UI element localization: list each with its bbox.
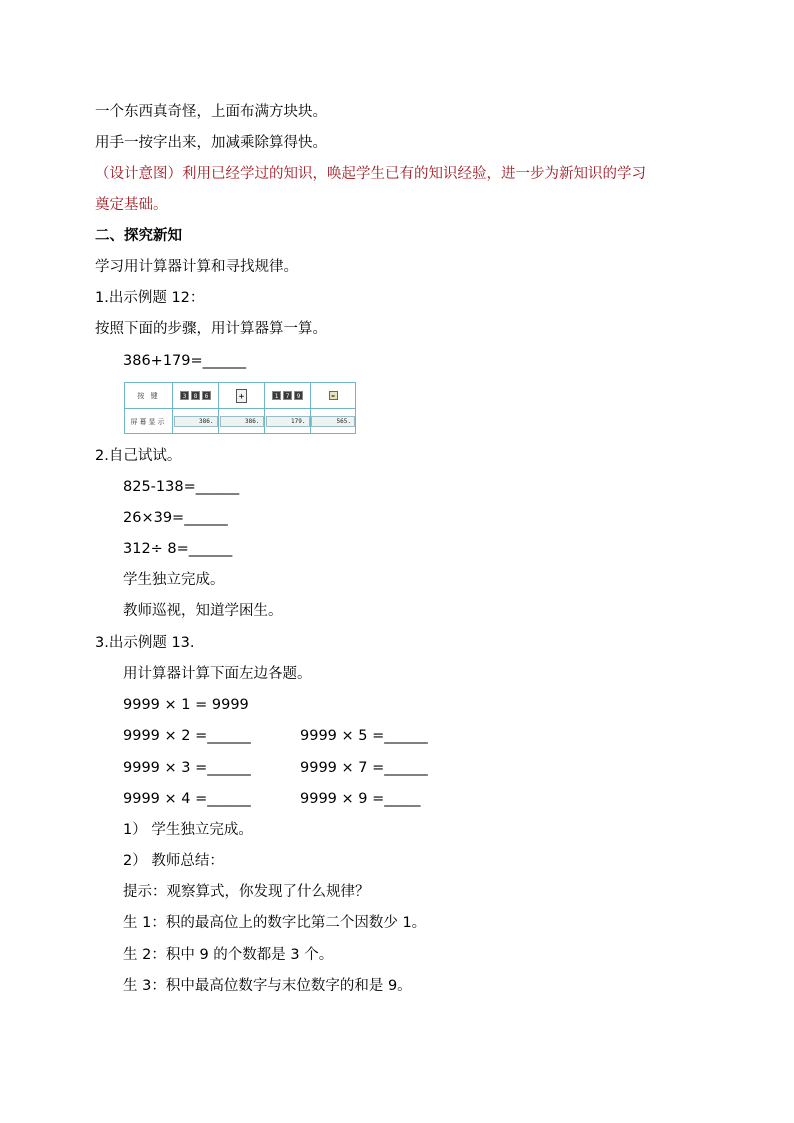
- multiplication-9999x7: 9999 × 7 =______: [300, 760, 428, 776]
- screen-cell-1: [173, 409, 219, 434]
- design-intent-line-2: 奠定基础。: [95, 197, 168, 213]
- student-independent-text: 学生独立完成。: [123, 572, 225, 588]
- key-equals-cell: [311, 383, 355, 408]
- calculator-screen: 565.: [311, 416, 355, 427]
- student-2-answer: 生 2：积中 9 的个数都是 3 个。: [123, 947, 334, 963]
- intro-text: 学习用计算器计算和寻找规律。: [95, 259, 298, 275]
- screen-cell-4: [311, 409, 355, 434]
- teacher-patrol-text: 教师巡视，知道学困生。: [123, 603, 283, 619]
- equals-key-icon: =: [329, 391, 338, 400]
- multiplication-row-1: 9999 × 1 = 9999: [123, 697, 249, 713]
- student-1-answer: 生 1：积的最高位上的数字比第二个因数少 1。: [123, 915, 427, 931]
- section-heading: 二、探究新知: [95, 228, 182, 244]
- screen-row: [125, 409, 355, 434]
- key-1-icon: 1: [272, 391, 281, 400]
- screen-cell-3: [265, 409, 311, 434]
- keys-179-cell: [265, 383, 311, 408]
- exercise-26x39: 26×39=______: [123, 510, 228, 526]
- multiplication-9999x2: 9999 × 2 =______: [123, 728, 251, 744]
- screen-row-label-cell: [125, 409, 173, 434]
- key-3-icon: 3: [180, 391, 189, 400]
- student-3-answer: 生 3：积中最高位数字与末位数字的和是 9。: [123, 978, 412, 994]
- step-2-text: 2） 教师总结：: [123, 853, 224, 869]
- key-row-label: 按 键: [137, 391, 160, 400]
- multiplication-9999x9: 9999 × 9 =_____: [300, 791, 421, 807]
- calculator-screen: 386.: [220, 416, 264, 427]
- riddle-line-1: 一个东西真奇怪，上面布满方块块。: [95, 104, 327, 120]
- key-9-icon: 9: [294, 391, 303, 400]
- steps-instruction: 按照下面的步骤，用计算器算一算。: [95, 321, 327, 337]
- calculator-screen: 179.: [266, 416, 310, 427]
- design-intent-line-1: （设计意图）利用已经学过的知识，唤起学生已有的知识经验，进一步为新知识的学习: [95, 166, 646, 182]
- step-1-text: 1） 学生独立完成。: [123, 822, 253, 838]
- plus-key-icon: +: [236, 389, 247, 403]
- calculator-key-table: [124, 382, 356, 434]
- key-6-icon: 6: [202, 391, 211, 400]
- screen-cell-2: [219, 409, 265, 434]
- example-12-heading: 1.出示例题 12：: [95, 290, 205, 306]
- screen-row-label: 屏幕显示: [130, 417, 167, 426]
- multiplication-9999x3: 9999 × 3 =______: [123, 760, 251, 776]
- key-row-label-cell: [125, 383, 173, 408]
- keys-386-cell: [173, 383, 219, 408]
- question-386-179: 386+179=______: [123, 353, 247, 369]
- exercise-825-138: 825-138=______: [123, 479, 240, 495]
- key-8-icon: 8: [191, 391, 200, 400]
- riddle-line-2: 用手一按字出来，加减乘除算得快。: [95, 135, 327, 151]
- hint-text: 提示：观察算式，你发现了什么规律？: [123, 884, 370, 900]
- example-13-heading: 3.出示例题 13.: [95, 635, 195, 651]
- multiplication-9999x5: 9999 × 5 =______: [300, 728, 428, 744]
- try-yourself-heading: 2.自己试试。: [95, 448, 182, 464]
- example-13-description: 用计算器计算下面左边各题。: [123, 666, 312, 682]
- key-7-icon: 7: [283, 391, 292, 400]
- key-row: [125, 383, 355, 409]
- multiplication-9999x4: 9999 × 4 =______: [123, 791, 251, 807]
- calculator-screen: 386.: [174, 416, 218, 427]
- key-plus-cell: [219, 383, 265, 408]
- exercise-312-div-8: 312÷ 8=______: [123, 541, 233, 557]
